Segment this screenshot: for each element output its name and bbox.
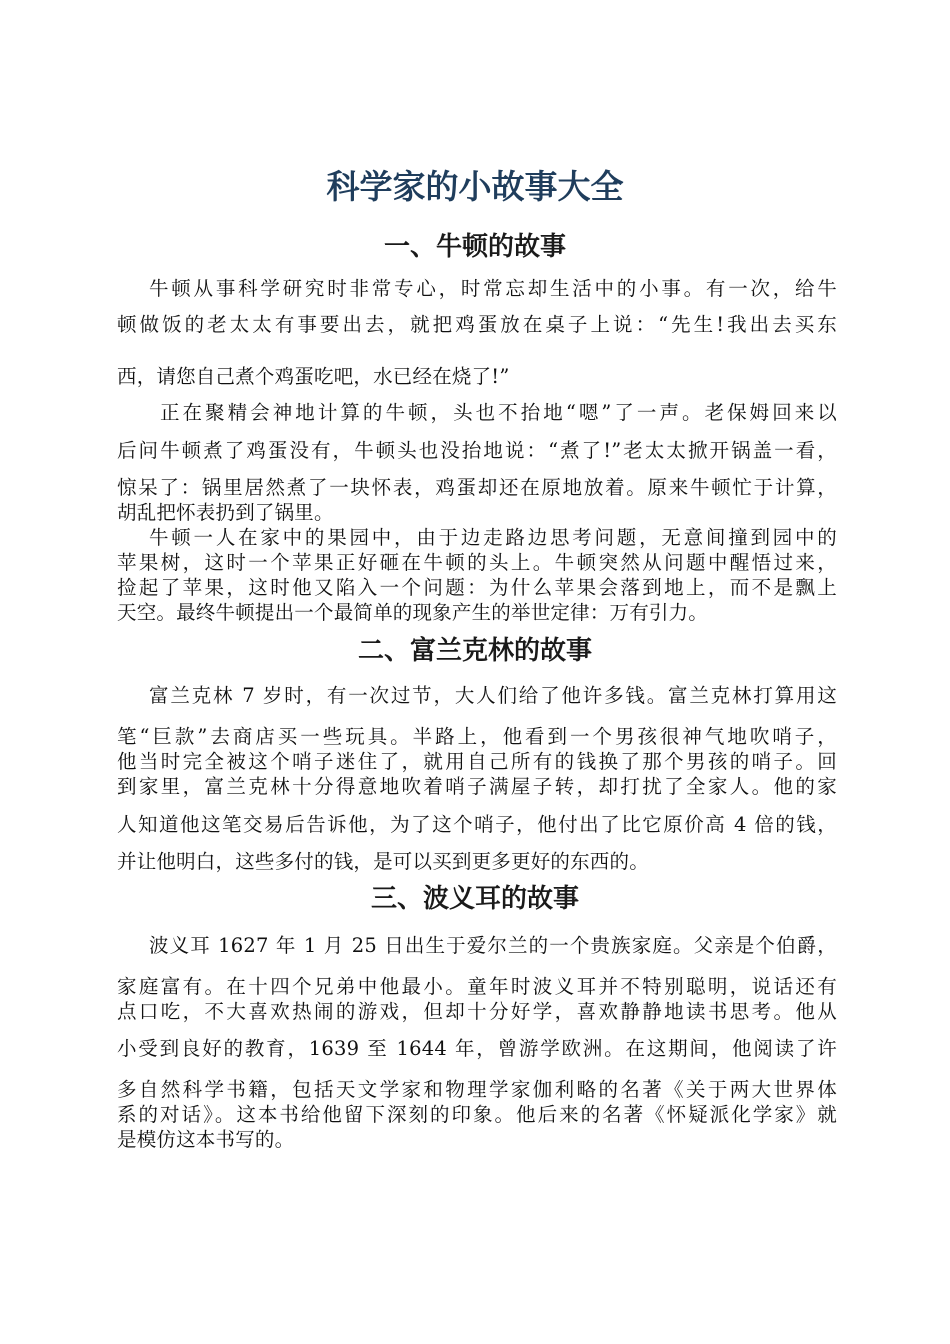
document-title: 科学家的小故事大全 <box>326 167 624 206</box>
paragraph-line: 他当时完全被这个哨子迷住了，就用自己所有的钱换了那个男孩的哨子。回 <box>117 750 837 773</box>
paragraph-line: 家庭富有。在十四个兄弟中他最小。童年时波义耳并不特别聪明，说话还有 <box>117 975 837 998</box>
paragraph-line: 后问牛顿煮了鸡蛋没有，牛顿头也没抬地说：“煮了!”老太太掀开锅盖一看， <box>117 439 837 462</box>
section-heading-newton: 一、牛顿的故事 <box>383 232 566 262</box>
paragraph-line: 牛顿从事科学研究时非常专心，时常忘却生活中的小事。有一次，给牛 <box>149 277 837 300</box>
paragraph-line: 捡起了苹果，这时他又陷入一个问题：为什么苹果会落到地上，而不是飘上 <box>117 576 837 599</box>
paragraph-line: 小受到良好的教育，1639 至 1644 年，曾游学欧洲。在这期间，他阅读了许 <box>117 1037 837 1060</box>
paragraph-line: 多自然科学书籍，包括天文学家和物理学家伽利略的名著《关于两大世界体 <box>117 1078 837 1101</box>
paragraph-line: 到家里，富兰克林十分得意地吹着哨子满屋子转，却打扰了全家人。他的家 <box>117 775 837 798</box>
section-heading-franklin: 二、富兰克林的故事 <box>357 636 592 666</box>
paragraph-line: 牛顿一人在家中的果园中，由于边走路边思考问题，无意间撞到园中的 <box>149 526 837 549</box>
paragraph-line: 西，请您自己煮个鸡蛋吃吧，水已经在烧了!” <box>117 365 510 388</box>
section-heading-boyle: 三、波义耳的故事 <box>370 884 579 914</box>
paragraph-line: 惊呆了：锅里居然煮了一块怀表，鸡蛋却还在原地放着。原来牛顿忙于计算， <box>117 476 837 499</box>
paragraph-line: 苹果树，这时一个苹果正好砸在牛顿的头上。牛顿突然从问题中醒悟过来， <box>117 551 837 574</box>
paragraph-line: 笔“巨款”去商店买一些玩具。半路上，他看到一个男孩很神气地吹哨子， <box>117 725 837 748</box>
paragraph-line: 天空。最终牛顿提出一个最简单的现象产生的举世定律：万有引力。 <box>117 601 709 624</box>
paragraph-line: 顿做饭的老太太有事要出去，就把鸡蛋放在桌子上说：“先生!我出去买东 <box>117 313 837 336</box>
paragraph-line: 胡乱把怀表扔到了锅里。 <box>117 501 334 524</box>
paragraph-line: 正在聚精会神地计算的牛顿，头也不抬地“嗯”了一声。老保姆回来以 <box>160 401 837 424</box>
paragraph-line: 是模仿这本书写的。 <box>117 1128 295 1151</box>
paragraph-line: 人知道他这笔交易后告诉他，为了这个哨子，他付出了比它原价高 4 倍的钱， <box>117 813 837 836</box>
paragraph-line: 并让他明白，这些多付的钱，是可以买到更多更好的东西的。 <box>117 850 649 873</box>
paragraph-line: 点口吃，不大喜欢热闹的游戏，但却十分好学，喜欢静静地读书思考。他从 <box>117 1000 837 1023</box>
paragraph-line: 系的对话》。这本书给他留下深刻的印象。他后来的名著《怀疑派化学家》就 <box>117 1103 837 1126</box>
paragraph-line: 波义耳 1627 年 1 月 25 日出生于爱尔兰的一个贵族家庭。父亲是个伯爵， <box>149 934 837 957</box>
paragraph-line: 富兰克林 7 岁时，有一次过节，大人们给了他许多钱。富兰克林打算用这 <box>149 684 837 707</box>
